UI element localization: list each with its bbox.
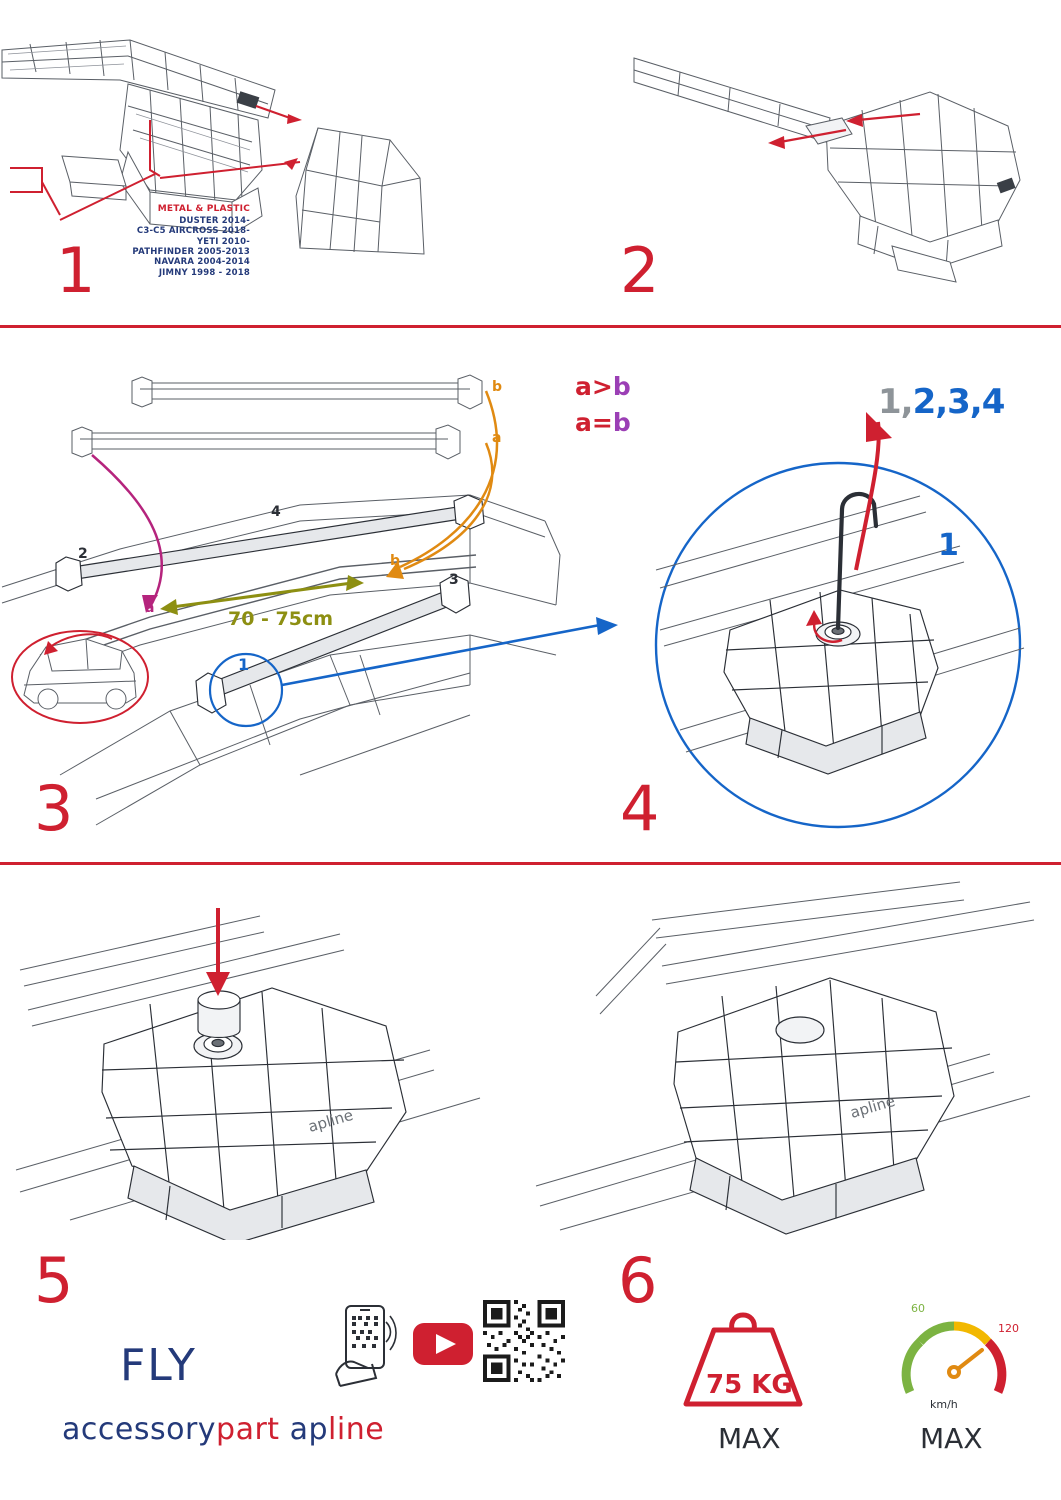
- label-b-top: b: [492, 379, 503, 395]
- callout-label-1: 1: [238, 655, 250, 674]
- max-load-value: 75 KG: [706, 1370, 793, 1400]
- fly-wordmark: FLY: [120, 1340, 197, 1391]
- label-a-top: a: [492, 430, 502, 446]
- step4-callout-1: 1: [938, 528, 959, 563]
- compat-item-5: JIMNY 1998 - 2018: [158, 267, 250, 278]
- step4-illustration: [620, 400, 1050, 830]
- step-1-number: 1: [56, 234, 95, 307]
- step3-illustration: [0, 355, 620, 855]
- compat-item-4: NAVARA 2004-2014: [154, 257, 250, 268]
- distance-label: 70 - 75cm: [228, 608, 334, 630]
- gauge-min-label: 60: [911, 1302, 925, 1315]
- qr-code[interactable]: [483, 1300, 565, 1382]
- brand-part: part: [216, 1412, 280, 1447]
- brand-wordmark: [62, 1412, 384, 1447]
- phone-scan-icon: [332, 1302, 398, 1400]
- label-a-mid: a: [145, 600, 155, 616]
- speed-unit-label: km/h: [930, 1398, 958, 1411]
- step-2-number: 2: [620, 234, 659, 307]
- step-4-number: 4: [620, 772, 659, 845]
- step-6-number: 6: [618, 1244, 657, 1317]
- compat-item-2: YETI 2010-: [196, 236, 250, 247]
- compat-item-3: PATHFINDER 2005-2013: [132, 247, 250, 258]
- compat-item-0: DUSTER 2014-: [179, 215, 250, 226]
- step-3-number: 3: [34, 772, 73, 845]
- brand-accessory: accessory: [62, 1412, 217, 1447]
- step5-illustration: [10, 880, 530, 1240]
- brand-ap: ap: [289, 1412, 329, 1447]
- bar-label-3: 3: [449, 572, 459, 588]
- bar-label-2: 2: [78, 546, 88, 562]
- label-b-mid: b: [390, 553, 401, 569]
- brand-line: line: [328, 1412, 385, 1447]
- svg-text:apline: apline: [848, 1091, 898, 1122]
- compat-item-1: C3-C5 AIRCROSS 2018-: [136, 226, 250, 237]
- compatibility-title: METAL & PLASTIC: [157, 204, 250, 214]
- bar-label-4: 4: [271, 504, 281, 520]
- gauge-max-label: 120: [998, 1322, 1019, 1335]
- tighten-sequence-label: 1,2,3,4: [878, 382, 1005, 422]
- step6-illustration: [530, 880, 1050, 1240]
- youtube-icon[interactable]: [412, 1322, 474, 1366]
- section-divider-2: [0, 862, 1061, 865]
- step-5-number: 5: [34, 1244, 73, 1317]
- compatibility-list: [120, 204, 250, 278]
- compare-a-greater-b: a>b: [575, 372, 631, 401]
- compare-a-equals-b: a=b: [575, 408, 631, 437]
- max-speed-label: MAX: [920, 1422, 983, 1455]
- svg-text:apline: apline: [306, 1105, 356, 1136]
- step2-illustration: [630, 30, 1050, 290]
- max-load-label: MAX: [718, 1422, 781, 1455]
- section-divider-1: [0, 325, 1061, 328]
